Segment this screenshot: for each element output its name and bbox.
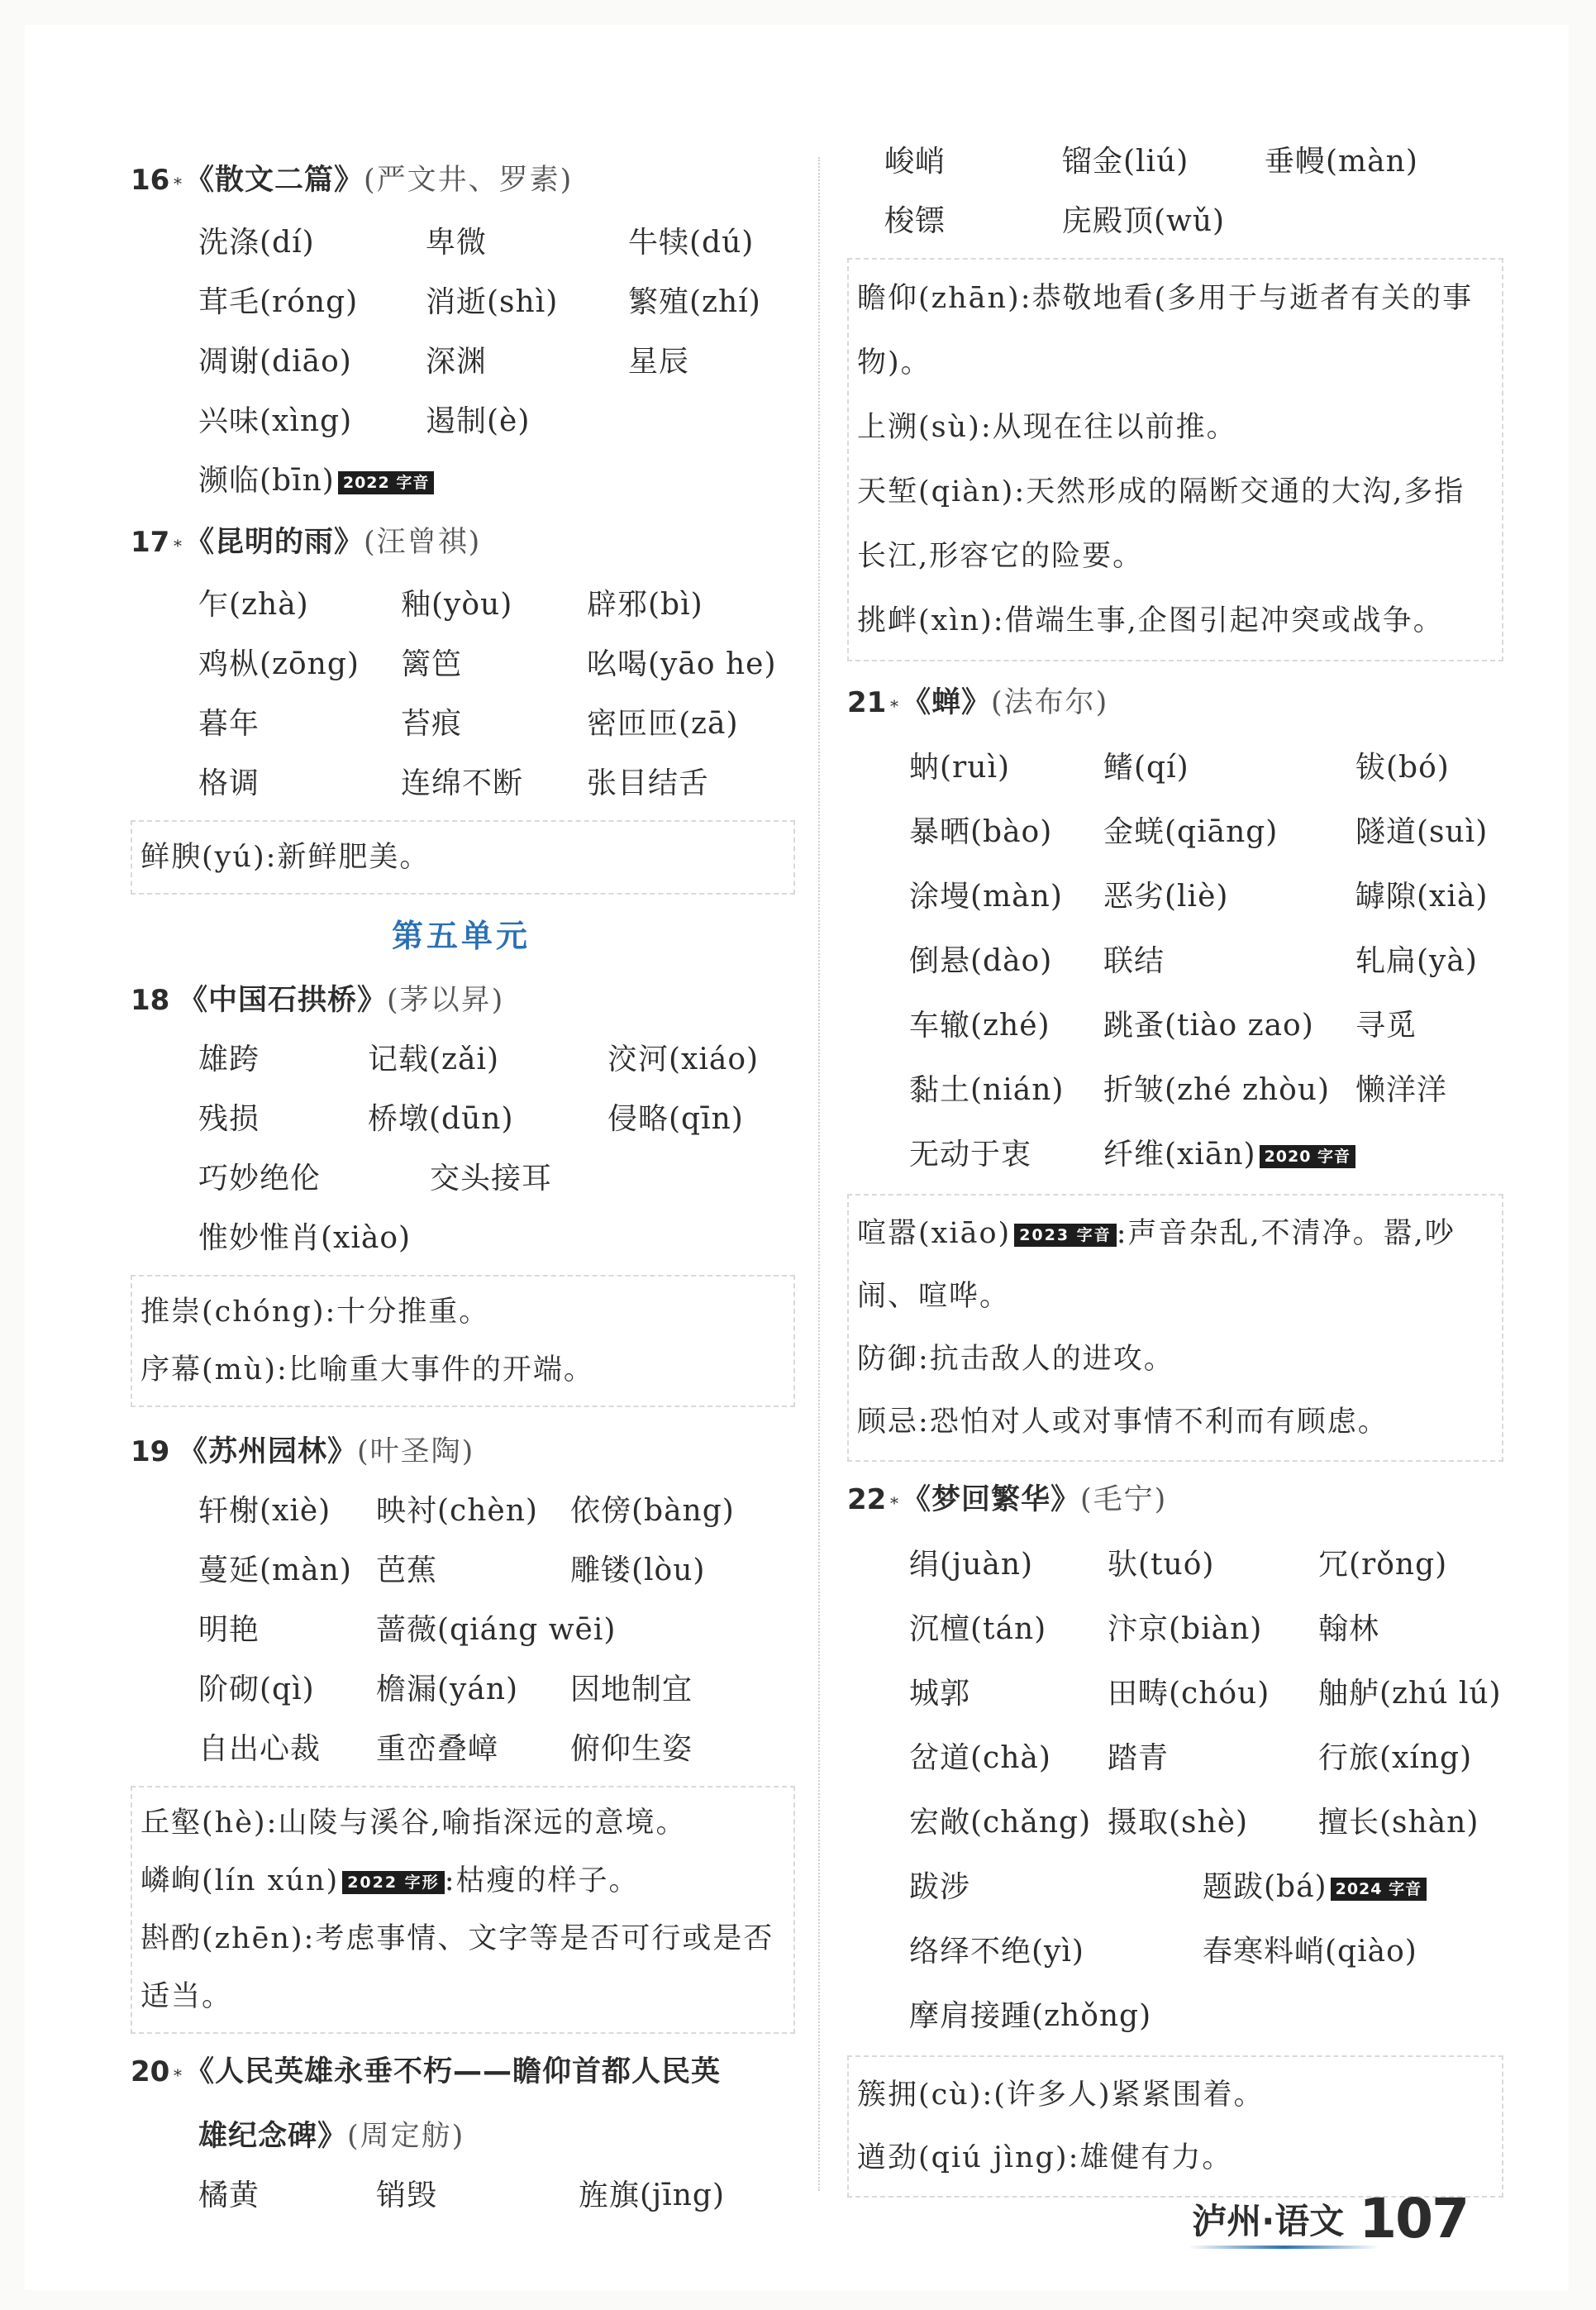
vocab-word: 深渊 [426, 345, 488, 379]
vocab-word: 庑殿顶(wǔ) [1062, 204, 1226, 238]
vocab-word: 轩榭(xiè) [198, 1494, 331, 1528]
lesson-author: (法布尔) [991, 686, 1109, 719]
lesson-18-words [131, 1030, 792, 1149]
lesson-number: 19 [131, 1435, 170, 1468]
vocab-word: 鸡枞(zōng) [198, 647, 360, 681]
vocab-word: 牛犊(dú) [628, 226, 755, 260]
vocab-word: 黏土(nián) [909, 1073, 1065, 1107]
vocab-word-badged [1203, 1855, 1537, 1920]
definition-term: 喧嚣(xiāo) [857, 1217, 1012, 1250]
vocab-word: 舳舻(zhú lú) [1318, 1677, 1502, 1711]
lesson-22-words-b [847, 1855, 1500, 2049]
vocab-word: 懒洋洋 [1355, 1073, 1448, 1107]
vocab-word-text: 濒临(bīn) [198, 464, 335, 498]
lesson-title: 《昆明的雨》 [185, 526, 364, 559]
vocab-word: 卑微 [426, 226, 488, 260]
lesson-title: 《梦回繁华》 [902, 1483, 1081, 1516]
lesson-author: (茅以昇) [387, 984, 505, 1017]
lesson-19-heading [131, 1422, 792, 1482]
lesson-title: 《蝉》 [902, 686, 992, 719]
definition: 斟酌(zhēn):考虑事情、文字等是否可行或是否适当。 [141, 1922, 774, 2013]
right-column [847, 132, 1500, 2206]
vocab-word: 垂幔(màn) [1265, 145, 1418, 179]
lesson-title: 《中国石拱桥》 [179, 984, 388, 1017]
definition [141, 1852, 785, 1910]
exam-badge: 2024 字音 [1331, 1878, 1427, 1901]
vocab-word: 橘黄 [198, 2179, 260, 2212]
vocab-word: 阶砌(qì) [198, 1673, 315, 1706]
vocab-word: 络绎不绝(yì) [909, 1935, 1084, 1969]
lesson-title: 《人民英雄永垂不朽——瞻仰首都人民英 [185, 2055, 722, 2088]
vocab-word-badged [1103, 1123, 1537, 1187]
vocab-word: 张目结舌 [587, 766, 710, 800]
lesson-16-heading [131, 150, 792, 213]
vocab-word: 遏制(è) [426, 404, 531, 438]
vocab-word: 洗涤(dí) [198, 226, 315, 260]
definition: 上溯(sù):从现在往以前推。 [857, 411, 1237, 444]
vocab-word: 旌旗(jīng) [579, 2179, 725, 2212]
vocab-word: 重峦叠嶂 [376, 1732, 499, 1766]
lesson-17-words [131, 575, 792, 814]
definition-text: :声音杂乱,不清净。嚣,吵闹、喧哗。 [857, 1217, 1455, 1313]
page [25, 25, 1569, 2290]
vocab-word: 踏青 [1108, 1741, 1170, 1775]
vocab-word-text: 题跋(bá) [1203, 1870, 1327, 1904]
vocab-word: 镏金(liú) [1062, 145, 1189, 179]
definition-box [847, 258, 1503, 661]
definition: 丘壑(hè):山陵与溪谷,喻指深远的意境。 [141, 1806, 687, 1840]
lesson-author: (毛宁) [1080, 1483, 1168, 1516]
lesson-author: (严文井、罗素) [364, 164, 574, 197]
vocab-word: 侵略(qīn) [607, 1102, 744, 1136]
vocab-word: 岔道(chà) [909, 1741, 1051, 1775]
definition-text: :枯瘦的样子。 [444, 1864, 640, 1897]
lesson-18-idioms [131, 1149, 792, 1268]
lesson-21-words [847, 736, 1500, 1187]
exam-badge: 2022 字形 [342, 1871, 445, 1894]
star-mark: * [174, 536, 182, 556]
vocab-word: 钹(bó) [1355, 751, 1450, 785]
exam-badge: 2020 字音 [1260, 1145, 1356, 1168]
vocab-word: 梭镖 [884, 204, 946, 238]
lesson-20-words-cont [847, 132, 1500, 251]
vocab-word-text: 纤维(xiān) [1103, 1138, 1256, 1172]
vocab-word: 暮年 [198, 707, 260, 741]
lesson-21-heading [847, 673, 1500, 736]
vocab-word: 折皱(zhé zhòu) [1103, 1073, 1331, 1107]
vocab-word: 茸毛(róng) [198, 285, 359, 319]
vocab-word: 翰林 [1318, 1612, 1380, 1646]
lesson-number: 21 [847, 686, 887, 719]
lesson-number: 17 [131, 526, 170, 559]
vocab-word: 宏敞(chǎng) [909, 1806, 1092, 1840]
vocab-word: 冗(rǒng) [1318, 1548, 1448, 1582]
unit-title: 第五单元 [391, 917, 531, 954]
vocab-word: 摄取(shè) [1108, 1806, 1249, 1840]
vocab-word: 记载(zǎi) [368, 1043, 500, 1076]
definition: 挑衅(xìn):借端生事,企图引起冲突或战争。 [857, 604, 1444, 637]
vocab-word: 釉(yòu) [401, 588, 513, 622]
lesson-author: (叶圣陶) [357, 1435, 475, 1468]
definition: 顾忌:恐怕对人或对事情不利而有顾虑。 [857, 1406, 1389, 1439]
definition-term: 嶙峋(lín xún) [141, 1864, 340, 1897]
star-mark: * [174, 2065, 182, 2085]
vocab-word: 兴味(xìng) [198, 404, 353, 438]
vocab-word: 凋谢(diāo) [198, 345, 352, 379]
lesson-20-heading [131, 2042, 792, 2105]
vocab-word: 辟邪(bì) [587, 588, 703, 622]
vocab-word: 残损 [198, 1102, 260, 1136]
vocab-word [1265, 192, 1529, 251]
vocab-word: 繁殖(zhí) [628, 285, 761, 319]
definition-box [131, 820, 795, 895]
definition-box [131, 1275, 795, 1407]
exam-badge: 2022 字音 [338, 471, 435, 494]
exam-badge: 2023 字音 [1014, 1224, 1117, 1247]
lesson-title: 《苏州园林》 [179, 1435, 358, 1468]
definition: 遒劲(qiú jìng):雄健有力。 [857, 2141, 1233, 2174]
vocab-word [628, 392, 860, 451]
lesson-17-heading [131, 513, 792, 575]
vocab-word: 绢(juàn) [909, 1548, 1034, 1582]
star-mark: * [174, 174, 182, 193]
vocab-word: 连绵不断 [401, 766, 524, 800]
vocab-word: 密匝匝(zā) [587, 707, 739, 741]
lesson-number: 18 [131, 984, 170, 1017]
vocab-word: 恶劣(liè) [1103, 880, 1229, 914]
star-mark: * [890, 696, 898, 716]
vocab-word: 倒悬(dào) [909, 944, 1053, 978]
vocab-word: 乍(zhà) [198, 588, 309, 622]
vocab-word: 吆喝(yāo he) [587, 647, 777, 681]
lesson-number: 16 [131, 164, 170, 197]
vocab-word: 自出心裁 [198, 1732, 322, 1766]
definition: 天堑(qiàn):天然形成的隔断交通的大沟,多指长江,形容它的险要。 [857, 475, 1465, 573]
vocab-word: 涂墁(màn) [909, 880, 1063, 914]
page-number: 107 [1359, 2187, 1468, 2250]
vocab-word: 交头接耳 [430, 1162, 553, 1196]
vocab-word: 城郭 [909, 1677, 971, 1711]
vocab-word: 惟妙惟肖(xiào) [198, 1221, 412, 1255]
vocab-word: 巧妙绝伦 [198, 1162, 322, 1196]
vocab-word: 蚋(ruì) [909, 751, 1010, 785]
definition: 鲜腴(yú):新鲜肥美。 [141, 841, 431, 874]
vocab-word: 暴晒(bào) [909, 815, 1053, 849]
vocab-word: 檐漏(yán) [376, 1673, 519, 1706]
lesson-author: (周定舫) [347, 2120, 465, 2153]
vocab-word: 俯仰生姿 [570, 1732, 693, 1766]
lesson-18-heading [131, 971, 792, 1030]
vocab-word: 桥墩(dūn) [368, 1102, 514, 1136]
vocab-word: 芭蕉 [376, 1554, 438, 1587]
vocab-word: 罅隙(xià) [1355, 880, 1489, 914]
definition-box [131, 1786, 795, 2034]
page-footer [1192, 2187, 1468, 2250]
lesson-number: 22 [847, 1483, 887, 1516]
vocab-word: 联结 [1103, 944, 1165, 978]
vocab-word: 擅长(shàn) [1318, 1806, 1479, 1840]
vocab-word: 依傍(bàng) [570, 1494, 735, 1528]
vocab-word: 隧道(suì) [1355, 815, 1489, 849]
vocab-word: 蔓延(màn) [198, 1554, 352, 1587]
vocab-word: 因地制宜 [570, 1673, 693, 1706]
vocab-word: 驮(tuó) [1108, 1548, 1215, 1582]
definition: 序幕(mù):比喻重大事件的开端。 [141, 1353, 594, 1386]
lesson-20-heading-cont [131, 2107, 792, 2166]
definition: 防御:抗击敌人的进攻。 [857, 1343, 1174, 1376]
lesson-title: 《散文二篇》 [185, 164, 364, 197]
vocab-word: 篱笆 [401, 647, 463, 681]
vocab-word: 摩肩接踵(zhǒng) [909, 1999, 1152, 2033]
vocab-word: 寻觅 [1355, 1009, 1417, 1043]
vocab-word: 行旅(xíng) [1318, 1741, 1473, 1775]
vocab-word: 雕镂(lòu) [570, 1554, 706, 1587]
lesson-title: 雄纪念碑》 [198, 2120, 348, 2153]
vocab-word: 格调 [198, 766, 260, 800]
vocab-word: 春寒料峭(qiào) [1203, 1935, 1417, 1969]
definition-box [847, 2055, 1503, 2198]
vocab-word: 峻峭 [884, 145, 946, 179]
vocab-word: 蔷薇(qiáng wēi) [376, 1613, 617, 1647]
vocab-word: 跋涉 [909, 1870, 971, 1904]
definition: 瞻仰(zhān):恭敬地看(多用于与逝者有关的事物)。 [857, 282, 1474, 379]
lesson-number: 20 [131, 2055, 170, 2088]
definition-box [847, 1194, 1503, 1462]
star-mark: * [890, 1493, 898, 1513]
vocab-word: 车辙(zhé) [909, 1009, 1051, 1043]
lesson-22-words [847, 1533, 1500, 1855]
vocab-word: 雄跨 [198, 1043, 260, 1076]
vocab-word: 跳蚤(tiào zao) [1103, 1009, 1314, 1043]
vocab-word: 销毁 [376, 2179, 438, 2212]
vocab-word: 鳍(qí) [1103, 751, 1189, 785]
vocab-word: 金蜣(qiāng) [1103, 815, 1279, 849]
vocab-word: 明艳 [198, 1613, 260, 1647]
vocab-word: 汴京(biàn) [1108, 1612, 1263, 1646]
definition: 推崇(chóng):十分推重。 [141, 1296, 490, 1329]
definition [857, 1202, 1494, 1328]
vocab-word: 洨河(xiáo) [607, 1043, 760, 1076]
vocab-word: 星辰 [628, 345, 690, 379]
vocab-word: 映衬(chèn) [376, 1494, 538, 1528]
footer-subject: 泸州·语文 [1192, 2201, 1345, 2241]
vocab-word: 沉檀(tán) [909, 1612, 1047, 1646]
vocab-word: 无动于衷 [909, 1138, 1032, 1172]
vocab-word-badged [198, 451, 430, 511]
vocab-word: 苔痕 [401, 707, 463, 741]
lesson-20-words [131, 2166, 792, 2226]
vocab-word: 田畴(chóu) [1108, 1677, 1270, 1711]
definition: 簇拥(cù):(许多人)紧紧围着。 [857, 2079, 1265, 2112]
vocab-word: 轧扁(yà) [1355, 944, 1478, 978]
lesson-author: (汪曾祺) [364, 526, 482, 559]
lesson-19-words [131, 1482, 792, 1779]
left-column [131, 149, 792, 2226]
lesson-22-heading [847, 1470, 1500, 1533]
lesson-16-words [131, 213, 792, 511]
vocab-word: 消逝(shì) [426, 285, 559, 319]
